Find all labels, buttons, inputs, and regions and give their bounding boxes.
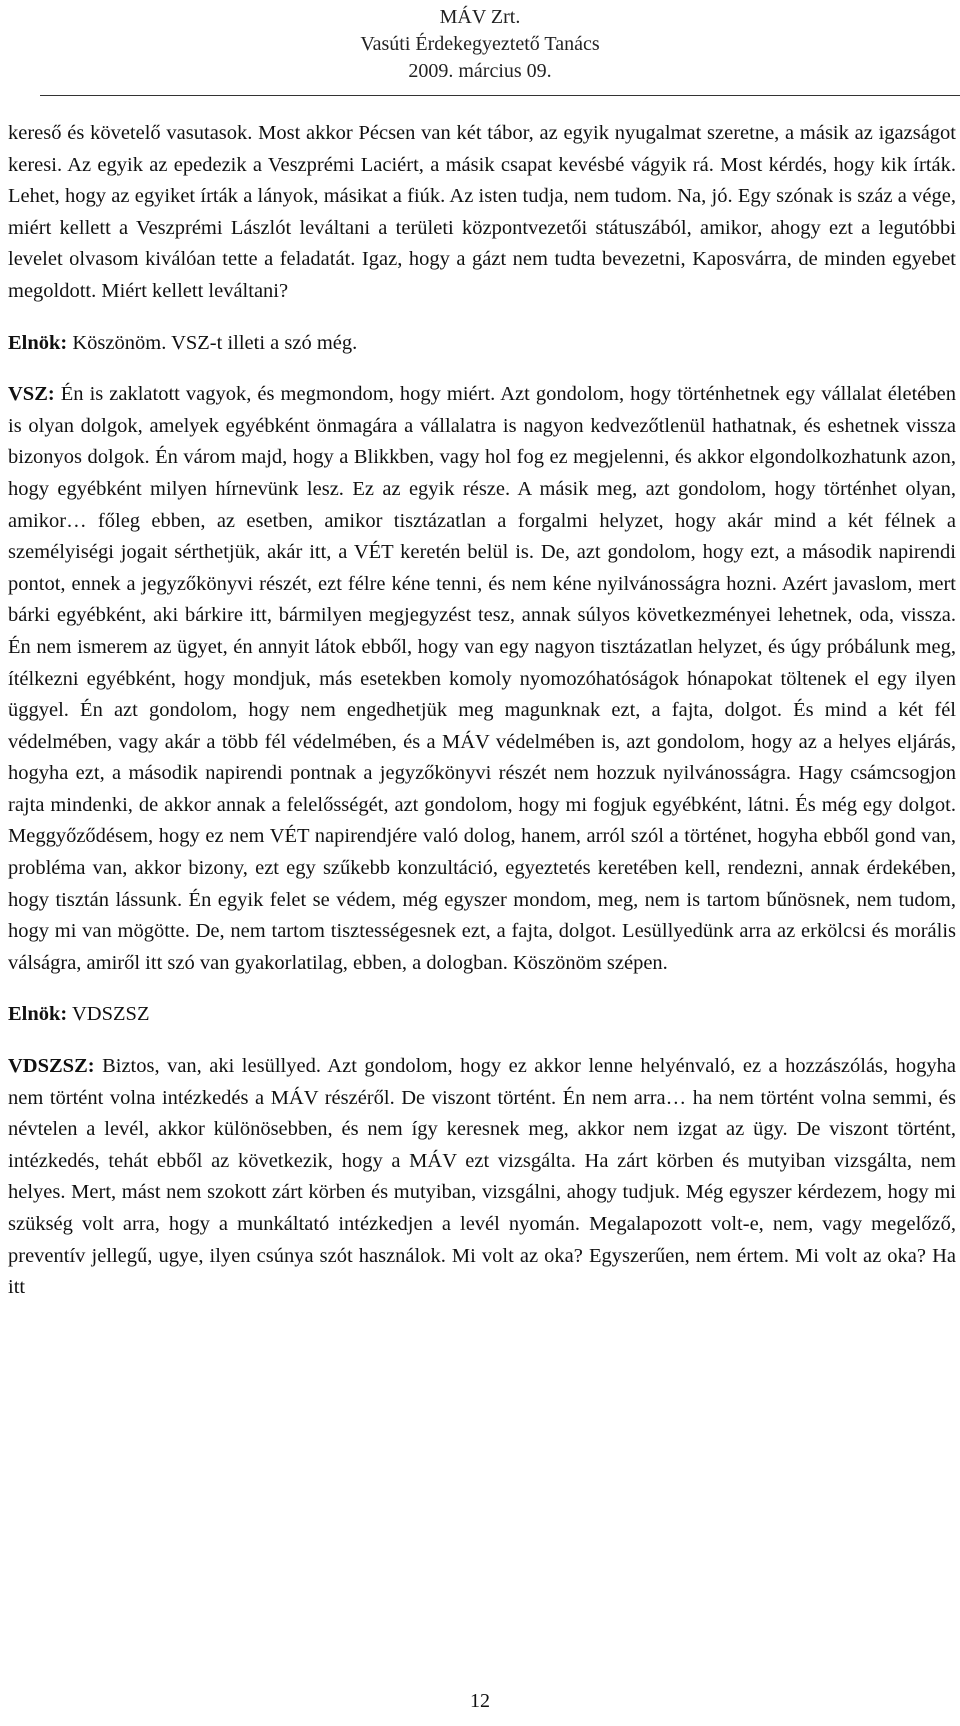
header-council: Vasúti Érdekegyeztető Tanács	[360, 33, 600, 55]
paragraph-continuation	[8, 118, 956, 308]
paragraph-vsz	[8, 379, 956, 979]
speaker-label: VDSZSZ:	[8, 1055, 95, 1078]
paragraph-text: VDSZSZ	[67, 1003, 150, 1026]
page-header	[0, 4, 960, 85]
paragraph-vdszsz	[8, 1051, 956, 1304]
paragraph-text: kereső és követelő vasutasok. Most akkor Pécsen van két tábor, az egyik nyugalmat szeretne, a másik az igazságot keresi. Az egyik az epedezik a Veszprémi Laciért, a másik csapat kevésbé vágyik rá. Most kérdés, hogy kik írták. Lehet, hogy az egyiket írták a lányok, másikat a fiúk. Az isten tudja, nem tudom. Na, jó. Egy szónak is száz a vége, miért kellett a Veszprémi Lászlót leváltani a területi központvezetői státuszából, amikor, ahogy ezt a legutóbbi levelet olvasom kiválóan tette a feladatát. Igaz, hogy a gázt nem tudta bevezetni, Kaposvárra, de minden egyebet megoldott. Miért kellett leváltani?	[8, 122, 956, 302]
speaker-label: Elnök:	[8, 331, 68, 354]
speaker-label: VSZ:	[8, 383, 55, 406]
page-number: 12	[470, 1690, 490, 1712]
header-company: MÁV Zrt.	[439, 6, 521, 28]
paragraph-chair	[8, 328, 956, 360]
paragraph-text: Köszönöm. VSZ-t illeti a szó még.	[67, 331, 358, 354]
paragraph-text: Biztos, van, aki lesüllyed. Azt gondolom, hogy ez akkor lenne helyénvaló, ez a hozzászólás, hogyha nem történt volna intézkedés a MÁV részéről. De viszont történt. Én nem arra… ha nem történt volna semmi, és névtelen a levél, akkor különösebben, és nem így keresnek meg, akkor nem izgat az ügy. De viszont történt, intézkedés, tehát ebből az következik, hogy a MÁV ezt vizsgálta. Ha zárt körben és mutyiban vizsgálta, nem helyes. Mert, mást nem szokott zárt körben és mutyiban, vizsgálni, ahogy tudjuk. Még egyszer kérdezem, hogy mi szükség volt arra, hogy a munkáltató intézkedjen a levél nyomán. Megalapozott volt-e, nem, vagy megelőző, preventív jellegű, ugye, ilyen csúnya szót használok. Mi volt az oka? Egyszerűen, nem értem. Mi volt az oka? Ha itt	[8, 1055, 956, 1299]
speaker-label: Elnök:	[8, 1003, 68, 1026]
header-date: 2009. március 09.	[408, 60, 552, 82]
document-body	[8, 118, 956, 1304]
paragraph-chair	[8, 999, 956, 1031]
header-divider	[40, 95, 960, 96]
paragraph-text: Én is zaklatott vagyok, és megmondom, hogy miért. Azt gondolom, hogy történhetnek egy vállalat életében is olyan dolgok, amelyek egyébként önmagára a vállalatra is nagyon kedvezőtlenül hathatnak, és eshetnek vissza bizonyos dolgok. Én várom majd, hogy a Blikkben, vagy hol fog ez megjelenni, és akkor elgondolkozhatunk azon, hogy egyébként milyen hírnevünk lesz. Ez az egyik része. A másik meg, azt gondolom, hogy történhet olyan, amikor… főleg ebben, az esetben, amikor tisztázatlan a forgalmi helyzet, hogy akár mind a két félnek a személyiségi jogait sérthetjük, akár itt, a VÉT keretén belül is. De, azt gondolom, hogy ezt, a második napirendi pontot, ennek a jegyzőkönyvi részét, ezt félre kéne tenni, és nem kéne nyilvánosságra hozni. Azért javaslom, mert bárki egyébként, aki bárkire itt, bármilyen megjegyzést tesz, annak súlyos következményei lehetnek, oda, vissza. Én nem ismerem az ügyet, én annyit látok ebből, hogy van egy nagyon tisztázatlan helyzet, és úgy próbálunk meg, ítélkezni egyébként, hogy mondjuk, más esetekben komoly nyomozóhatóságok hónapokat töltenek el egy ilyen üggyel. Én azt gondolom, hogy nem engedhetjük meg magunknak ezt, a fajta, dolgot. És mind a két fél védelmében, vagy akár a több fél védelmében, és a MÁV védelmében is, azt gondolom, hogy az a helyes eljárás, hogyha ezt, a második napirendi pontnak a jegyzőkönyvi részét nem hozzuk nyilvánosságra. Hagy csámcsogjon rajta mindenki, de akkor annak a felelősségét, azt gondolom, hogy mi fogjuk egyébként, látni. És még egy dolgot. Meggyőződésem, hogy ez nem VÉT napirendjére való dolog, hanem, arról szól a történet, hogyha ebből gond van, probléma van, akkor bizony, ezt egy szűkebb konzultáció, egyeztetés keretében kell, rendezni, annak érdekében, hogy tisztán lássunk. Én egyik felet se védem, még egyszer mondom, meg, nem is tartom bűnösnek, nem tudom, hogy mi van mögötte. De, nem tartom tisztességesnek ezt, a fajta, dolgot. Lesüllyedünk arra az erkölcsi és morális válságra, amiről itt szó van gyakorlatilag, ebben, a dologban. Köszönöm szépen.	[8, 383, 956, 974]
